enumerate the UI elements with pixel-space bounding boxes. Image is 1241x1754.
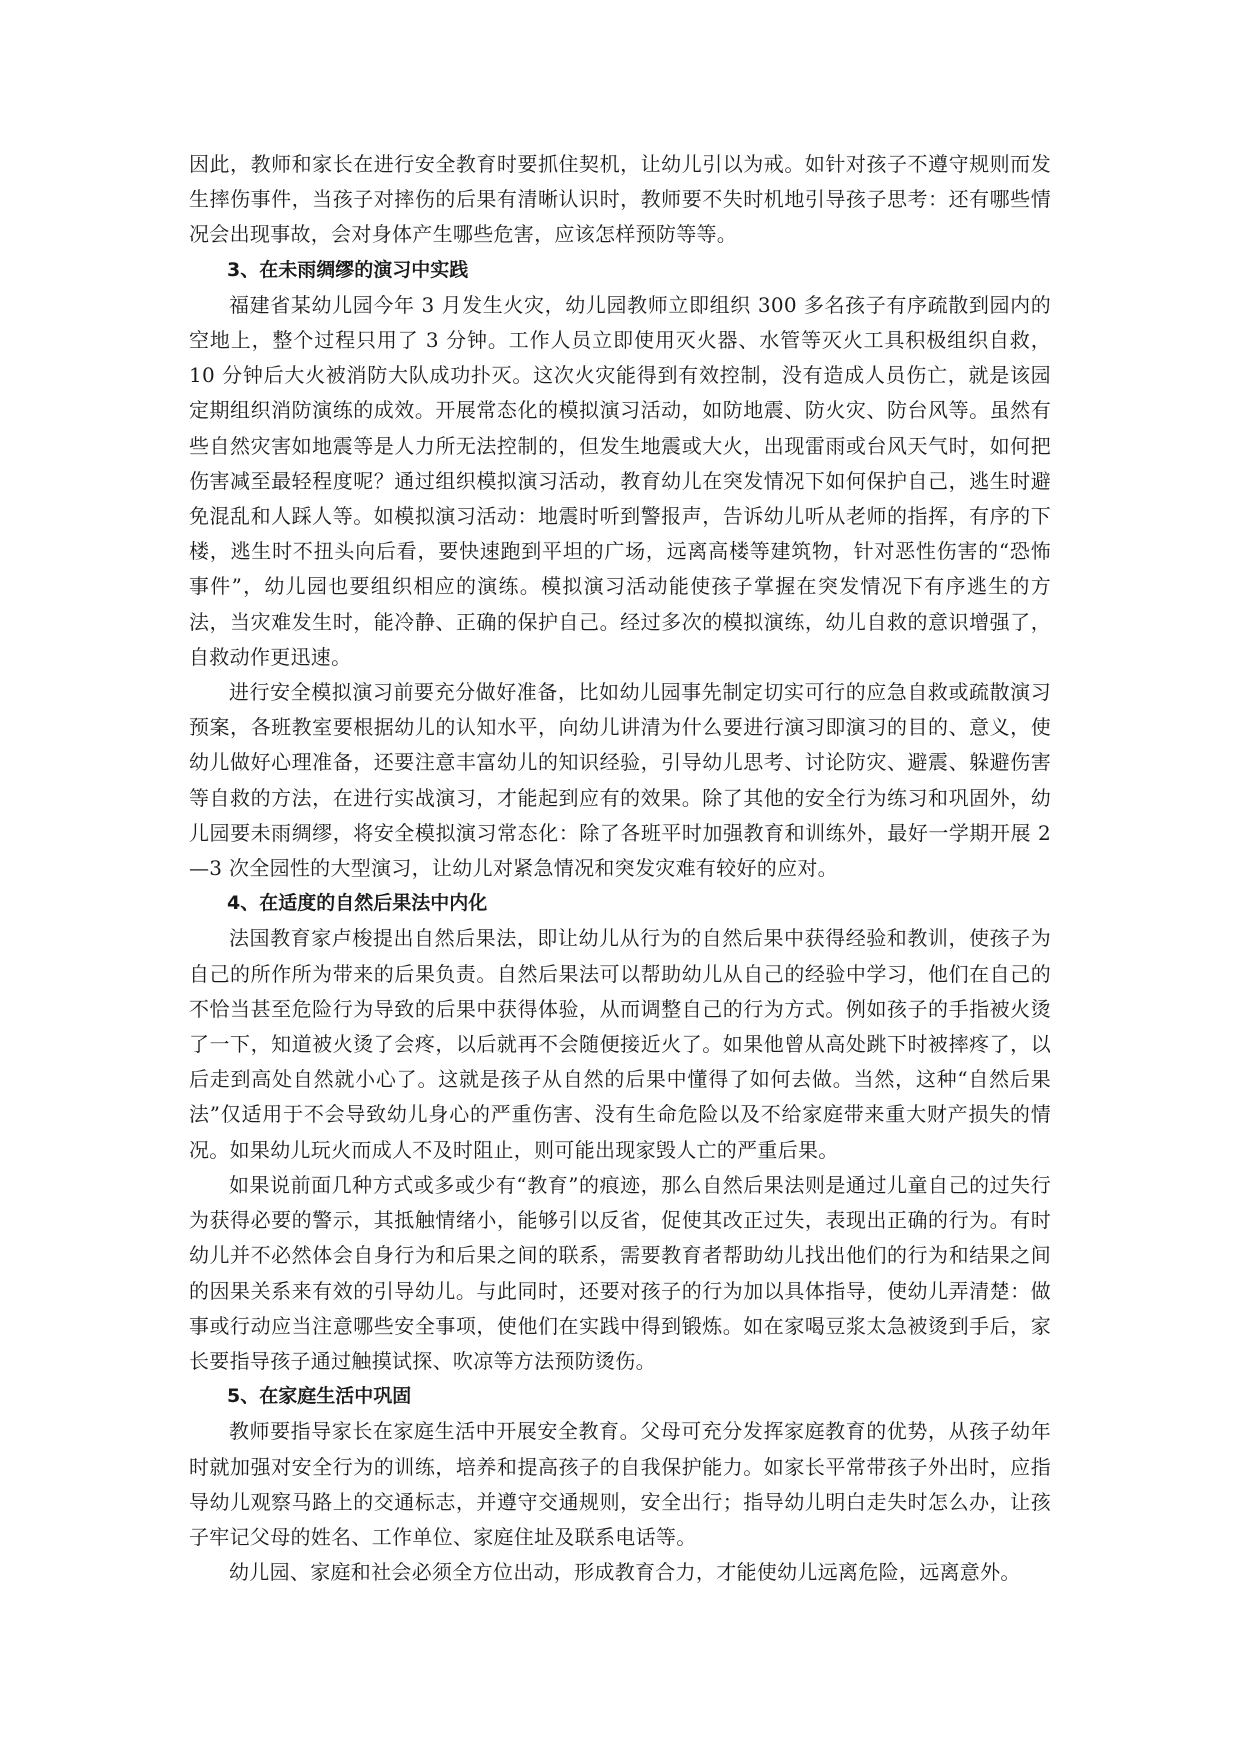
paragraph-3b: 进行安全模拟演习前要充分做好准备，比如幼儿园事先制定切实可行的应急自救或疏散演习预案，各班教室要根据幼儿的认知水平，向幼儿讲清为什么要进行演习即演习的目的、意义，使幼儿做好心理准备，还要注意丰富幼儿的知识经验，引导幼儿思考、讨论防灾、避震、躲避伤害等自救的方法，在进行实战演习，才能起到应有的效果。除了其他的安全行为练习和巩固外，幼儿园要未雨绸缪，将安全模拟演习常态化：除了各班平时加强教育和训练外，最好一学期开展 2—3 次全园性的大型演习，让幼儿对紧急情况和突发灾难有较好的应对。 [189, 680, 1051, 881]
paragraph-5a: 教师要指导家长在家庭生活中开展安全教育。父母可充分发挥家庭教育的优势，从孩子幼年时就加强对安全行为的训练，培养和提高孩子的自我保护能力。如家长平常带孩子外出时，应指导幼儿观察马路上的交通标志，并遵守交通规则，安全出行；指导幼儿明白走失时怎么办，让孩子牢记父母的姓名、工作单位、家庭住址及联系电话等。 [189, 1419, 1051, 1549]
paragraph-intro: 因此，教师和家长在进行安全教育时要抓住契机，让幼儿引以为戒。如针对孩子不遵守规则而发生摔伤事件，当孩子对摔伤的后果有清晰认识时，教师要不失时机地引导孩子思考：还有哪些情况会出现事故，会对身体产生哪些危害，应该怎样预防等等。 [189, 152, 1051, 247]
paragraph-4a: 法国教育家卢梭提出自然后果法，即让幼儿从行为的自然后果中获得经验和教训，使孩子为自己的所作所为带来的后果负责。自然后果法可以帮助幼儿从自己的经验中学习，他们在自己的不恰当甚至危险行为导致的后果中获得体验，从而调整自己的行为方式。例如孩子的手指被火烫了一下，知道被火烫了会疼，以后就再不会随便接近火了。如果他曾从高处跳下时被摔疼了，以后走到高处自然就小心了。这就是孩子从自然的后果中懂得了如何去做。当然，这种“自然后果法”仅适用于不会导致幼儿身心的严重伤害、没有生命危险以及不给家庭带来重大财产损失的情况。如果幼儿玩火而成人不及时阻止，则可能出现家毁人亡的严重后果。 [189, 926, 1051, 1162]
paragraph-4b: 如果说前面几种方式或多或少有“教育”的痕迹，那么自然后果法则是通过儿童自己的过失行为获得必要的警示，其抵触情绪小，能够引以反省，促使其改正过失，表现出正确的行为。有时幼儿并不必然体会自身行为和后果之间的联系，需要教育者帮助幼儿找出他们的行为和结果之间的因果关系来有效的引导幼儿。与此同时，还要对孩子的行为加以具体指导，使幼儿弄清楚：做事或行动应当注意哪些安全事项，使他们在实践中得到锻炼。如在家喝豆浆太急被烫到手后，家长要指导孩子通过触摸试探、吹凉等方法预防烫伤。 [189, 1172, 1051, 1373]
paragraph-3a: 福建省某幼儿园今年 3 月发生火灾，幼儿园教师立即组织 300 多名孩子有序疏散到园内的空地上，整个过程只用了 3 分钟。工作人员立即使用灭火器、水管等灭火工具积极组织自救，10 分钟后大火被消防大队成功扑灭。这次火灾能得到有效控制，没有造成人员伤亡，就是该园定期组织消防演练的成效。开展常态化的模拟演习活动，如防地震、防火灾、防台风等。虽然有些自然灾害如地震等是人力所无法控制的，但发生地震或大火，出现雷雨或台风天气时，如何把伤害减至最轻程度呢？通过组织模拟演习活动，教育幼儿在突发情况下如何保护自己，逃生时避免混乱和人踩人等。如模拟演习活动：地震时听到警报声，告诉幼儿听从老师的指挥，有序的下楼，逃生时不扭头向后看，要快速跑到平坦的广场，远离高楼等建筑物，针对恶性伤害的“恐怖事件”，幼儿园也要组织相应的演练。模拟演习活动能使孩子掌握在突发情况下有序逃生的方法，当灾难发生时，能冷静、正确的保护自己。经过多次的模拟演练，幼儿自救的意识增强了，自救动作更迅速。 [189, 292, 1051, 669]
paragraph-5b: 幼儿园、家庭和社会必须全方位出动，形成教育合力，才能使幼儿远离危险，远离意外。 [229, 1560, 1021, 1585]
section-heading-4: 4、在适度的自然后果法中内化 [227, 892, 488, 915]
section-heading-5: 5、在家庭生活中巩固 [227, 1385, 412, 1408]
document-page [189, 147, 1051, 1590]
section-heading-3: 3、在未雨绸缪的演习中实践 [227, 258, 469, 281]
